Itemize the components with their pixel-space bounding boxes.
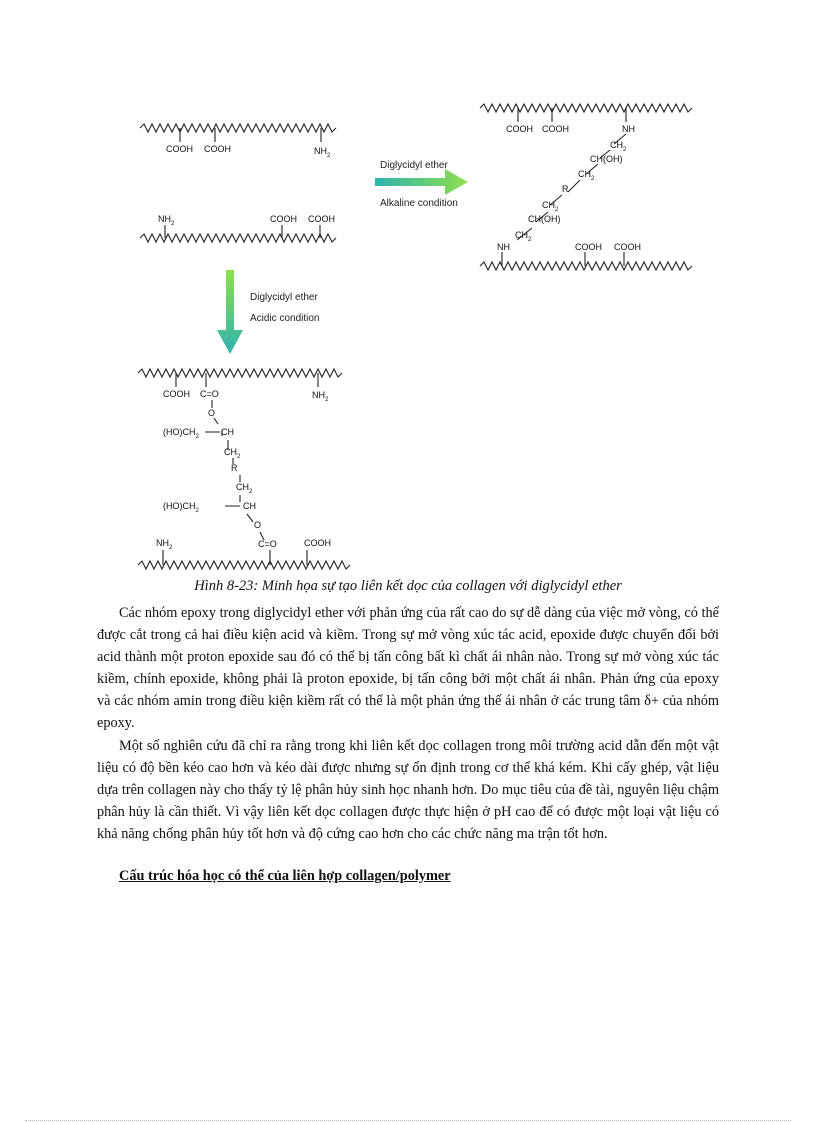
svg-text:Acidic condition: Acidic condition xyxy=(250,313,320,324)
svg-text:CH: CH xyxy=(221,427,234,437)
svg-text:O: O xyxy=(254,520,262,530)
svg-text:COOH: COOH xyxy=(270,214,297,224)
chain-top-left-2 xyxy=(140,234,336,242)
svg-text:C=O: C=O xyxy=(200,389,219,399)
chain-top-right-2 xyxy=(480,262,692,270)
svg-text:CH2: $CH_2$ xyxy=(224,447,241,460)
svg-text:COOH: COOH xyxy=(506,124,533,134)
figure-caption: Hình 8-23: Minh họa sự tạo liên kết dọc của collagen với diglycidyl ether xyxy=(194,578,622,594)
svg-text:(HO)CH2: $(HO)CH_2$ xyxy=(163,501,199,514)
svg-text:Diglycidyl ether: Diglycidyl ether xyxy=(250,292,318,303)
svg-text:COOH: COOH xyxy=(308,214,335,224)
acidic-arrow xyxy=(217,270,243,354)
svg-text:COOH: COOH xyxy=(575,242,602,252)
svg-text:NH2: $NH_2$ xyxy=(158,214,175,227)
svg-text:C=O: C=O xyxy=(258,539,277,549)
svg-text:CH2: $CH_2$ xyxy=(236,482,253,495)
svg-text:CH: CH xyxy=(243,501,256,511)
chain-top-left-1 xyxy=(140,124,336,132)
svg-text:(HO)CH2: $(HO)CH_2$ xyxy=(163,427,199,440)
svg-text:COOH: COOH xyxy=(304,538,331,548)
svg-text:COOH: COOH xyxy=(614,242,641,252)
chain-bottom-2 xyxy=(138,561,350,569)
svg-text:CH(OH): CH(OH) xyxy=(590,154,623,164)
svg-text:NH2: $NH_2$ xyxy=(156,538,173,551)
svg-text:CH2: $CH_2$ xyxy=(610,140,627,153)
svg-text:O: O xyxy=(208,408,216,418)
svg-text:NH: NH xyxy=(622,124,635,134)
svg-text:CH2: $CH_2$ xyxy=(515,230,532,243)
paragraph: Một số nghiên cứu đã chỉ ra rằng trong khi liên kết dọc collagen trong môi trường acid dẫn đến một vật liệu có độ bền kéo cao hơn và kéo dài được nhưng sự ổn định trong cơ thể khá kém. Khi cấy ghép, vật liệu dựa trên collagen này cho thấy tỷ lệ phân hủy sinh học nhanh hơn. Do mục tiêu của đề tài, nguyên liệu chậm phân hủy là cần thiết. Vì vậy liên kết dọc collagen được thực hiện ở pH cao để có được một loại vật liệu có khả năng chống phân hủy tốt hơn và độ cứng cao hơn cho các chức năng ma trận tốt hơn. xyxy=(97,738,719,842)
svg-text:Alkaline condition: Alkaline condition xyxy=(380,198,458,209)
svg-text:CH2: $CH_2$ xyxy=(578,169,595,182)
page-bottom-rule xyxy=(25,1120,791,1121)
svg-text:R: R xyxy=(562,184,569,194)
svg-text:Diglycidyl ether: Diglycidyl ether xyxy=(380,160,448,171)
svg-text:COOH: COOH xyxy=(542,124,569,134)
svg-text:CH(OH): CH(OH) xyxy=(528,214,561,224)
svg-text:NH2: $NH_2$ xyxy=(312,390,329,403)
svg-text:COOH: COOH xyxy=(166,144,193,154)
svg-text:NH2: $NH_2$ xyxy=(314,146,331,159)
svg-text:CH2: $CH_2$ xyxy=(542,200,559,213)
svg-text:COOH: COOH xyxy=(163,389,190,399)
chain-top-right-1 xyxy=(480,104,692,112)
svg-text:COOH: COOH xyxy=(204,144,231,154)
alkaline-arrow xyxy=(375,169,468,195)
svg-text:R: R xyxy=(231,463,238,473)
svg-text:NH: NH xyxy=(497,242,510,252)
chain-bottom-1 xyxy=(138,369,342,377)
section-heading: Cấu trúc hóa học có thể của liên hợp collagen/polymer xyxy=(119,868,451,884)
paragraph: Các nhóm epoxy trong diglycidyl ether với phản ứng của rất cao do sự dễ dàng của việc mở vòng, có thể được cắt trong cả hai điều kiện acid và kiềm. Trong sự mở vòng xúc tác acid, epoxide được chuyển đổi bởi acid thành một proton epoxide sau đó có thể bị tấn công bất kì chất ái nhân nào. Trong sự mở vòng xúc tác kiềm, chính epoxide, không phải là proton epoxide, bị tấn công bởi một chất ái nhân. Phản ứng của epoxy và các nhóm amin trong điều kiện kiềm rất có thể là một phản ứng thế ái nhân ở các trung tâm δ+ của nhóm epoxy. xyxy=(97,605,719,731)
